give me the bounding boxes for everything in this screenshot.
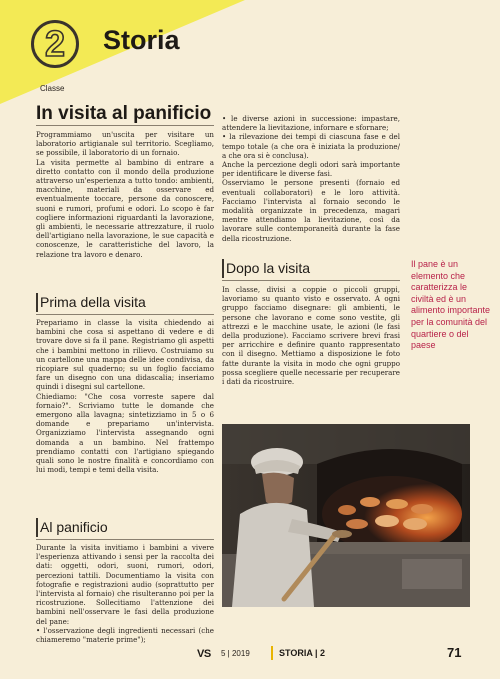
continued-paragraph: Osserviamo le persone presenti (fornaio ed eventuali collaboratori) e le loro attività. Facciamo l'intervista al fornaio secondo le modalità organizzate in precedenza, magari mentre attendiamo la lievitazione, così da lavorare sulle contemporaneità durante la fase della ricostruzione. [222, 178, 400, 243]
al-panificio-text [36, 543, 214, 644]
page-number: 71 [447, 645, 462, 660]
issue-number: 5 | 2019 [221, 649, 250, 658]
page-footer [0, 642, 500, 662]
baker-oven-photo [222, 424, 470, 607]
continued-paragraph: • le diverse azioni in successione: impastare, attendere la lievitazione, infornare e sfornare; [222, 114, 400, 133]
intro-text [36, 130, 214, 259]
prima-paragraph: Prepariamo in classe la visita chiedendo ai bambini che cosa si aspettano di vedere e di trovare dove si fa il pane. Registriamo gli aspetti che i bambini mettono in rilievo. Costruiamo su un cartellone una mappa delle idee condivisa, da ricopiare sul quaderno; su un foglio facciamo fare un disegno con una didascalia; inseriamo quindi i disegni sul cartellone. [36, 318, 214, 392]
prima-paragraph: Chiediamo: "Che cosa vorreste sapere dal fornaio?". Scriviamo tutte le domande che emergono alla lavagna; sintetizziamo in 5 o 6 domande e prepariamo un'intervista. Organizziamo l'intervista assegnando ogni domanda a un bambino. Nel frattempo prendiamo contatti con l'artigiano spiegando quali sono le nostre finalità e concordiamo con lui modi, tempi e temi della visita. [36, 391, 214, 475]
footer-separator [271, 646, 273, 660]
section-heading-al-panificio: Al panificio [40, 519, 108, 535]
section-heading-dopo: Dopo la visita [226, 260, 311, 276]
pull-quote: Il pane è un elemento che caratterizza le civiltà ed è un alimento importante per la comunità del quartiere o del paese [411, 259, 491, 351]
baker-oven-illustration [222, 424, 470, 607]
intro-paragraph: La visita permette al bambino di entrare a diretto contatto con il mondo della produzione attraverso un'esperienza a tutto tondo: ambienti, macchine, materiali da osservare ed eventualmente toccare, persone da conoscere, suoni e rumori, profumi e odori. Lo scopo è far cogliere informazioni riguardanti la lavorazione, gli ambienti, le necessarie attrezzature, il ruolo dell'artigiano nella lavorazione, le sue capacità e conoscenze, le caratteristiche del lavoro, la relazione tra lavoro e denaro. [36, 157, 214, 259]
section-heading-prima: Prima della visita [40, 294, 146, 310]
continued-paragraph: • la rilevazione dei tempi di ciascuna fase e del tempo totale (a che ora è iniziata la produzione/ a che ora si è conclusa). [222, 132, 400, 160]
class-number-badge: 2 [31, 20, 79, 68]
continued-text [222, 114, 400, 243]
article-title: In visita al panificio [36, 103, 212, 124]
magazine-logo: VS [197, 648, 211, 660]
page-title: Storia [103, 25, 180, 55]
section-rule [222, 280, 400, 281]
title-rule [36, 125, 214, 126]
dopo-paragraph: In classe, divisi a coppie o piccoli gruppi, lavoriamo su quanto visto e osservato. A ogni gruppo facciamo disegnare: gli ambienti, le persone che lavorano e come sono vestite, gli attrezzi e le macchine usate, le azioni (le fasi della produzione). Facciamo scrivere brevi frasi per arricchire e definire quanto rappresentato con il disegno. Mettiamo a disposizione le foto fatte durante la visita in modo che ogni gruppo possa scegliere quelle necessarie per recuperare i dati da ricostruire. [222, 285, 400, 387]
section-bar [36, 518, 38, 537]
class-label: Classe [40, 84, 65, 93]
dopo-text [222, 285, 400, 386]
section-bar [36, 293, 38, 312]
section-rule [36, 539, 214, 540]
al-panificio-paragraph: • l'osservazione degli ingredienti necessari (che chiameremo "materie prime"); [36, 625, 214, 645]
intro-paragraph: Programmiamo un'uscita per visitare un laboratorio artigianale sul territorio. Scegliamo, se possibile, il laboratorio di un fornaio. [36, 130, 214, 158]
footer-section: STORIA | 2 [279, 648, 326, 658]
prima-text [36, 318, 214, 474]
al-panificio-paragraph: Durante la visita invitiamo i bambini a vivere l'esperienza attivando i sensi per la raccolta dei dati: oggetti, odori, suoni, rumori, odori, percezioni tattili. Documentiamo la visita con fotografie e registrazioni audio (soprattutto per l'intervista al fornaio) che risulteranno poi per la ricostruzione. Sollecitiamo l'attenzione dei bambini nell'osservare le fasi della produzione del pane: [36, 543, 214, 626]
section-bar [222, 259, 224, 278]
continued-paragraph: Anche la percezione degli odori sarà importante per identificare le diverse fasi. [222, 160, 400, 179]
section-rule [36, 314, 214, 315]
